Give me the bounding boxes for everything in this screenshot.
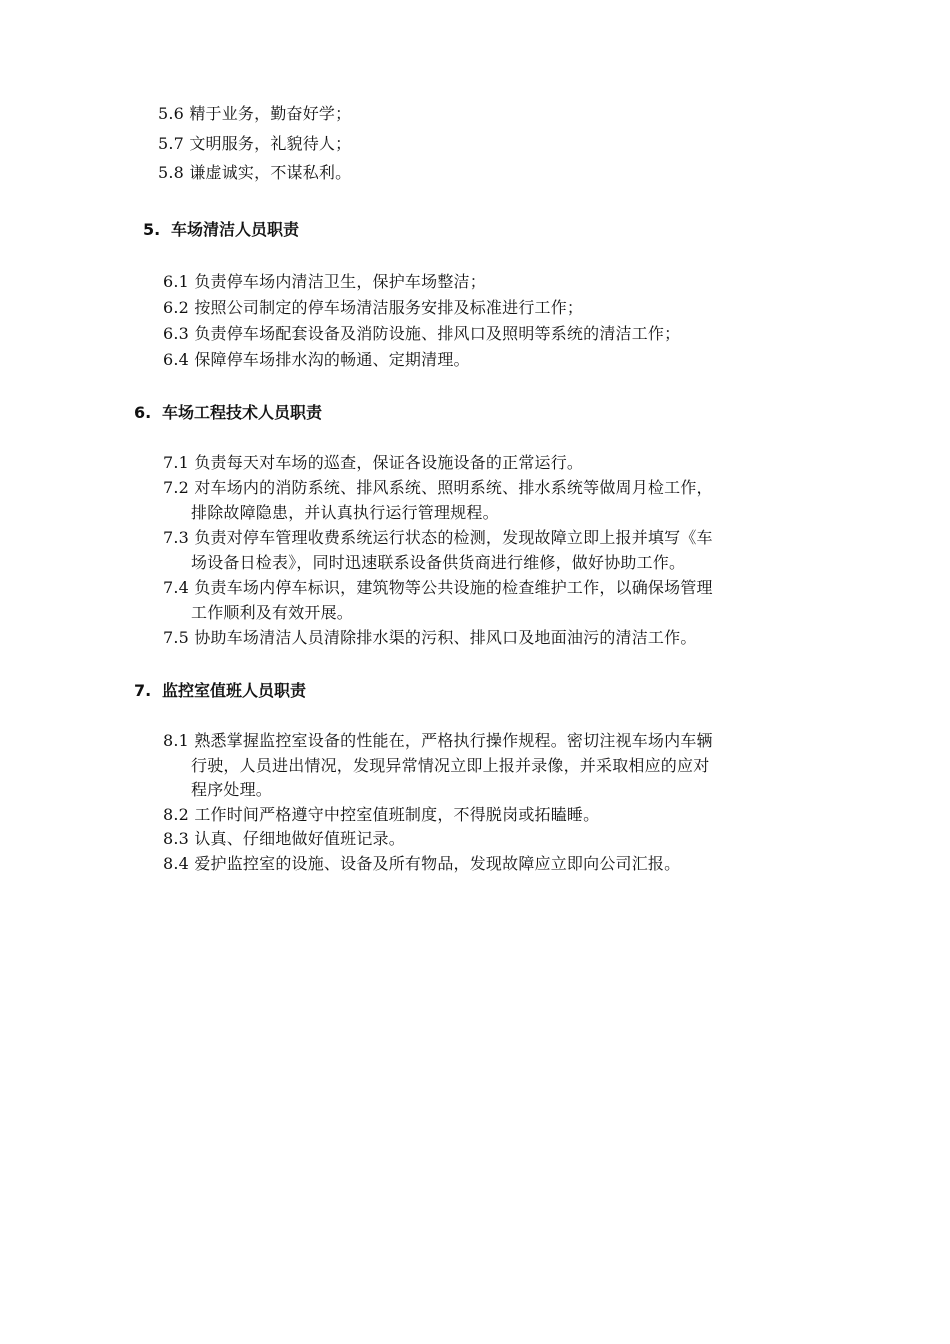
list-item-7-3-cont: 场设备日检表》，同时迅速联系设备供货商进行维修，做好协助工作。 <box>191 553 686 572</box>
list-item-5-7: 5.7 文明服务，礼貌待人； <box>158 134 352 153</box>
list-item-7-3: 7.3 负责对停车管理收费系统运行状态的检测，发现故障立即上报并填写《车 <box>163 528 713 547</box>
list-item-7-1: 7.1 负责每天对车场的巡查，保证各设施设备的正常运行。 <box>163 453 584 472</box>
list-item-7-2-cont: 排除故障隐患，并认真执行运行管理规程。 <box>191 503 499 522</box>
list-item-7-2: 7.2 对车场内的消防系统、排风系统、照明系统、排水系统等做周月检工作， <box>163 478 713 497</box>
list-item-6-1: 6.1 负责停车场内清洁卫生，保护车场整洁； <box>163 272 486 291</box>
section-number: 6. <box>134 403 152 422</box>
list-item-8-2: 8.2 工作时间严格遵守中控室值班制度，不得脱岗或拓瞌睡。 <box>163 805 600 824</box>
list-item-5-8: 5.8 谦虚诚实，不谋私利。 <box>158 163 352 182</box>
section-title: 车场工程技术人员职责 <box>162 403 323 422</box>
list-item-7-5: 7.5 协助车场清洁人员清除排水渠的污积、排风口及地面油污的清洁工作。 <box>163 628 697 647</box>
list-item-6-4: 6.4 保障停车场排水沟的畅通、定期清理。 <box>163 350 470 369</box>
section-title: 监控室值班人员职责 <box>162 681 307 700</box>
section-heading-7 <box>134 679 306 703</box>
section-number: 5. <box>143 220 161 239</box>
list-item-8-1-cont2: 程序处理。 <box>191 780 273 799</box>
section-title: 车场清洁人员职责 <box>171 220 300 239</box>
list-item-7-4-cont: 工作顺利及有效开展。 <box>191 603 354 622</box>
section-heading-6 <box>134 401 322 425</box>
list-item-6-3: 6.3 负责停车场配套设备及消防设施、排风口及照明等系统的清洁工作； <box>163 324 681 343</box>
section-heading-5 <box>143 218 299 242</box>
list-item-8-4: 8.4 爱护监控室的设施、设备及所有物品，发现故障应立即向公司汇报。 <box>163 854 681 873</box>
list-item-5-6: 5.6 精于业务，勤奋好学； <box>158 104 352 123</box>
list-item-8-3: 8.3 认真、仔细地做好值班记录。 <box>163 829 405 848</box>
list-item-8-1-cont: 行驶，人员进出情况，发现异常情况立即上报并录像，并采取相应的应对 <box>191 756 710 775</box>
list-item-8-1: 8.1 熟悉掌握监控室设备的性能在，严格执行操作规程。密切注视车场内车辆 <box>163 731 713 750</box>
list-item-7-4: 7.4 负责车场内停车标识，建筑物等公共设施的检查维护工作，以确保场管理 <box>163 578 713 597</box>
section-number: 7. <box>134 681 152 700</box>
list-item-6-2: 6.2 按照公司制定的停车场清洁服务安排及标准进行工作； <box>163 298 584 317</box>
